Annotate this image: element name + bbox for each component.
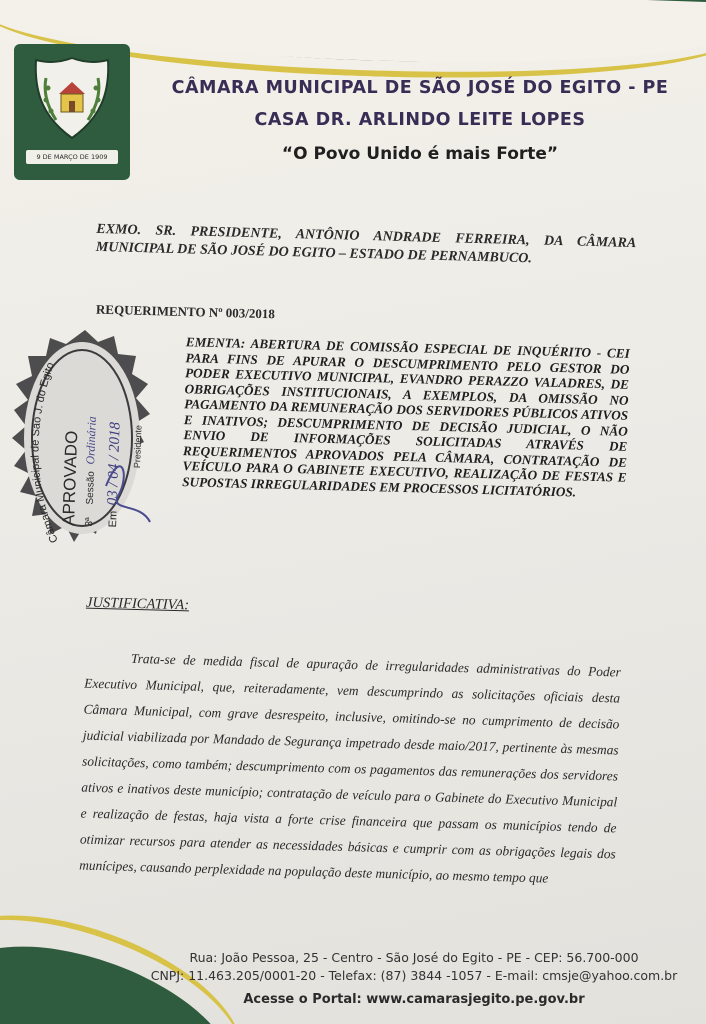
justificativa-body: Trata-se de medida fiscal de apuração de irregularidades administrativas do Poder Executivo Municipal, que, reiteradamente, vem descumprindo as solicitações oficiais desta Câmara Municipal, com grave desrespeito, inclusive, omitindo-se no cumprimento de decisão judicial viabilizada por Mandado de Segurança impetrado desde maio/2017, pertinente às mesmas solicitações, como também; descumprimento com os pagamentos das remunerações dos servidores ativos e inativos deste município; contratação de veículo para o Gabinete do Executivo Municipal e realização de festas, haja vista a forte crise financeira que passam os municípios tendo de otimizar recursos para atender as necessidades básicas e cumprir com as obrigações legais dos munícipes, causando perplexidade na população deste município, ao mesmo tempo que: [79, 650, 622, 886]
stamp-session-type: Ordinária: [83, 416, 99, 465]
approval-stamp: [10, 326, 160, 591]
stamp-date: 03 / 04 / 2018: [104, 421, 124, 506]
stamp-arc-text: Câmara Municipal de São J. do Egito: [29, 360, 61, 545]
justificativa-heading: JUSTIFICATIVA:: [85, 594, 190, 614]
footer-portal-link[interactable]: Acesse o Portal: www.camarasjegito.pe.gov.br: [243, 992, 585, 1007]
stamp-graphic: [10, 326, 160, 586]
institution-house: CASA DR. ARLINDO LEITE LOPES: [254, 110, 586, 130]
ementa-text: EMENTA: ABERTURA DE COMISSÃO ESPECIAL DE INQUÉRITO - CEI PARA FINS DE APURAR O DESCUMPRIMENTO PELO GESTOR DO PODER EXECUTIVO MUNICIPAL, EVANDRO PERAZZO VALADRES, DE OBRIGAÇÕES INSTITUCIONAIS, A EXEMPLOS, DA OMISSÃO NO PAGAMENTO DA REMUNERAÇÃO DOS SERVIDORES PÚBLICOS ATIVOS E INATIVOS; DESCUMPRIMENTO DE DECISÃO JUDICIAL, O NÃO ENVIO DE INFORMAÇÕES SOLICITADAS ATRAVÉS DE REQUERIMENTOS APROVADOS PELA CÂMARA, CONTRATAÇÃO DE VEÍCULO PARA O GABINETE EXECUTIVO, REALIZAÇÃO DE FESTAS E SUPOSTAS IRREGULARIDADES EM PROCESSOS LICITATÓRIOS.: [182, 334, 630, 499]
footer-address: Rua: João Pessoa, 25 - Centro - São José do Egito - PE - CEP: 56.700-000: [189, 950, 639, 965]
stamp-session-number: 3ª: [83, 517, 96, 527]
municipal-logo: [14, 44, 130, 180]
requerimento-number: REQUERIMENTO Nº 003/2018: [95, 301, 276, 322]
footer-contact: CNPJ: 11.463.205/0001-20 - Telefax: (87) 3844 -1057 - E-mail: cmsje@yahoo.com.br: [150, 968, 678, 983]
stamp-status: APROVADO: [59, 430, 82, 527]
institution-motto: “O Povo Unido é mais Forte”: [281, 144, 559, 164]
coat-of-arms-icon: [28, 54, 116, 146]
stamp-session-label: Sessão: [84, 471, 97, 505]
institution-name: CÂMARA MUNICIPAL DE SÃO JOSÉ DO EGITO - PE: [171, 78, 669, 98]
stamp-date-prefix: Em: [106, 510, 120, 528]
logo-date-ribbon: 9 DE MARÇO DE 1909: [26, 150, 118, 164]
stamp-signer: Presidente: [132, 424, 144, 469]
addressee: EXMO. SR. PRESIDENTE, ANTÔNIO ANDRADE FERREIRA, DA CÂMARA MUNICIPAL DE SÃO JOSÉ DO EGITO – ESTADO DE PERNAMBUCO.: [95, 221, 637, 267]
